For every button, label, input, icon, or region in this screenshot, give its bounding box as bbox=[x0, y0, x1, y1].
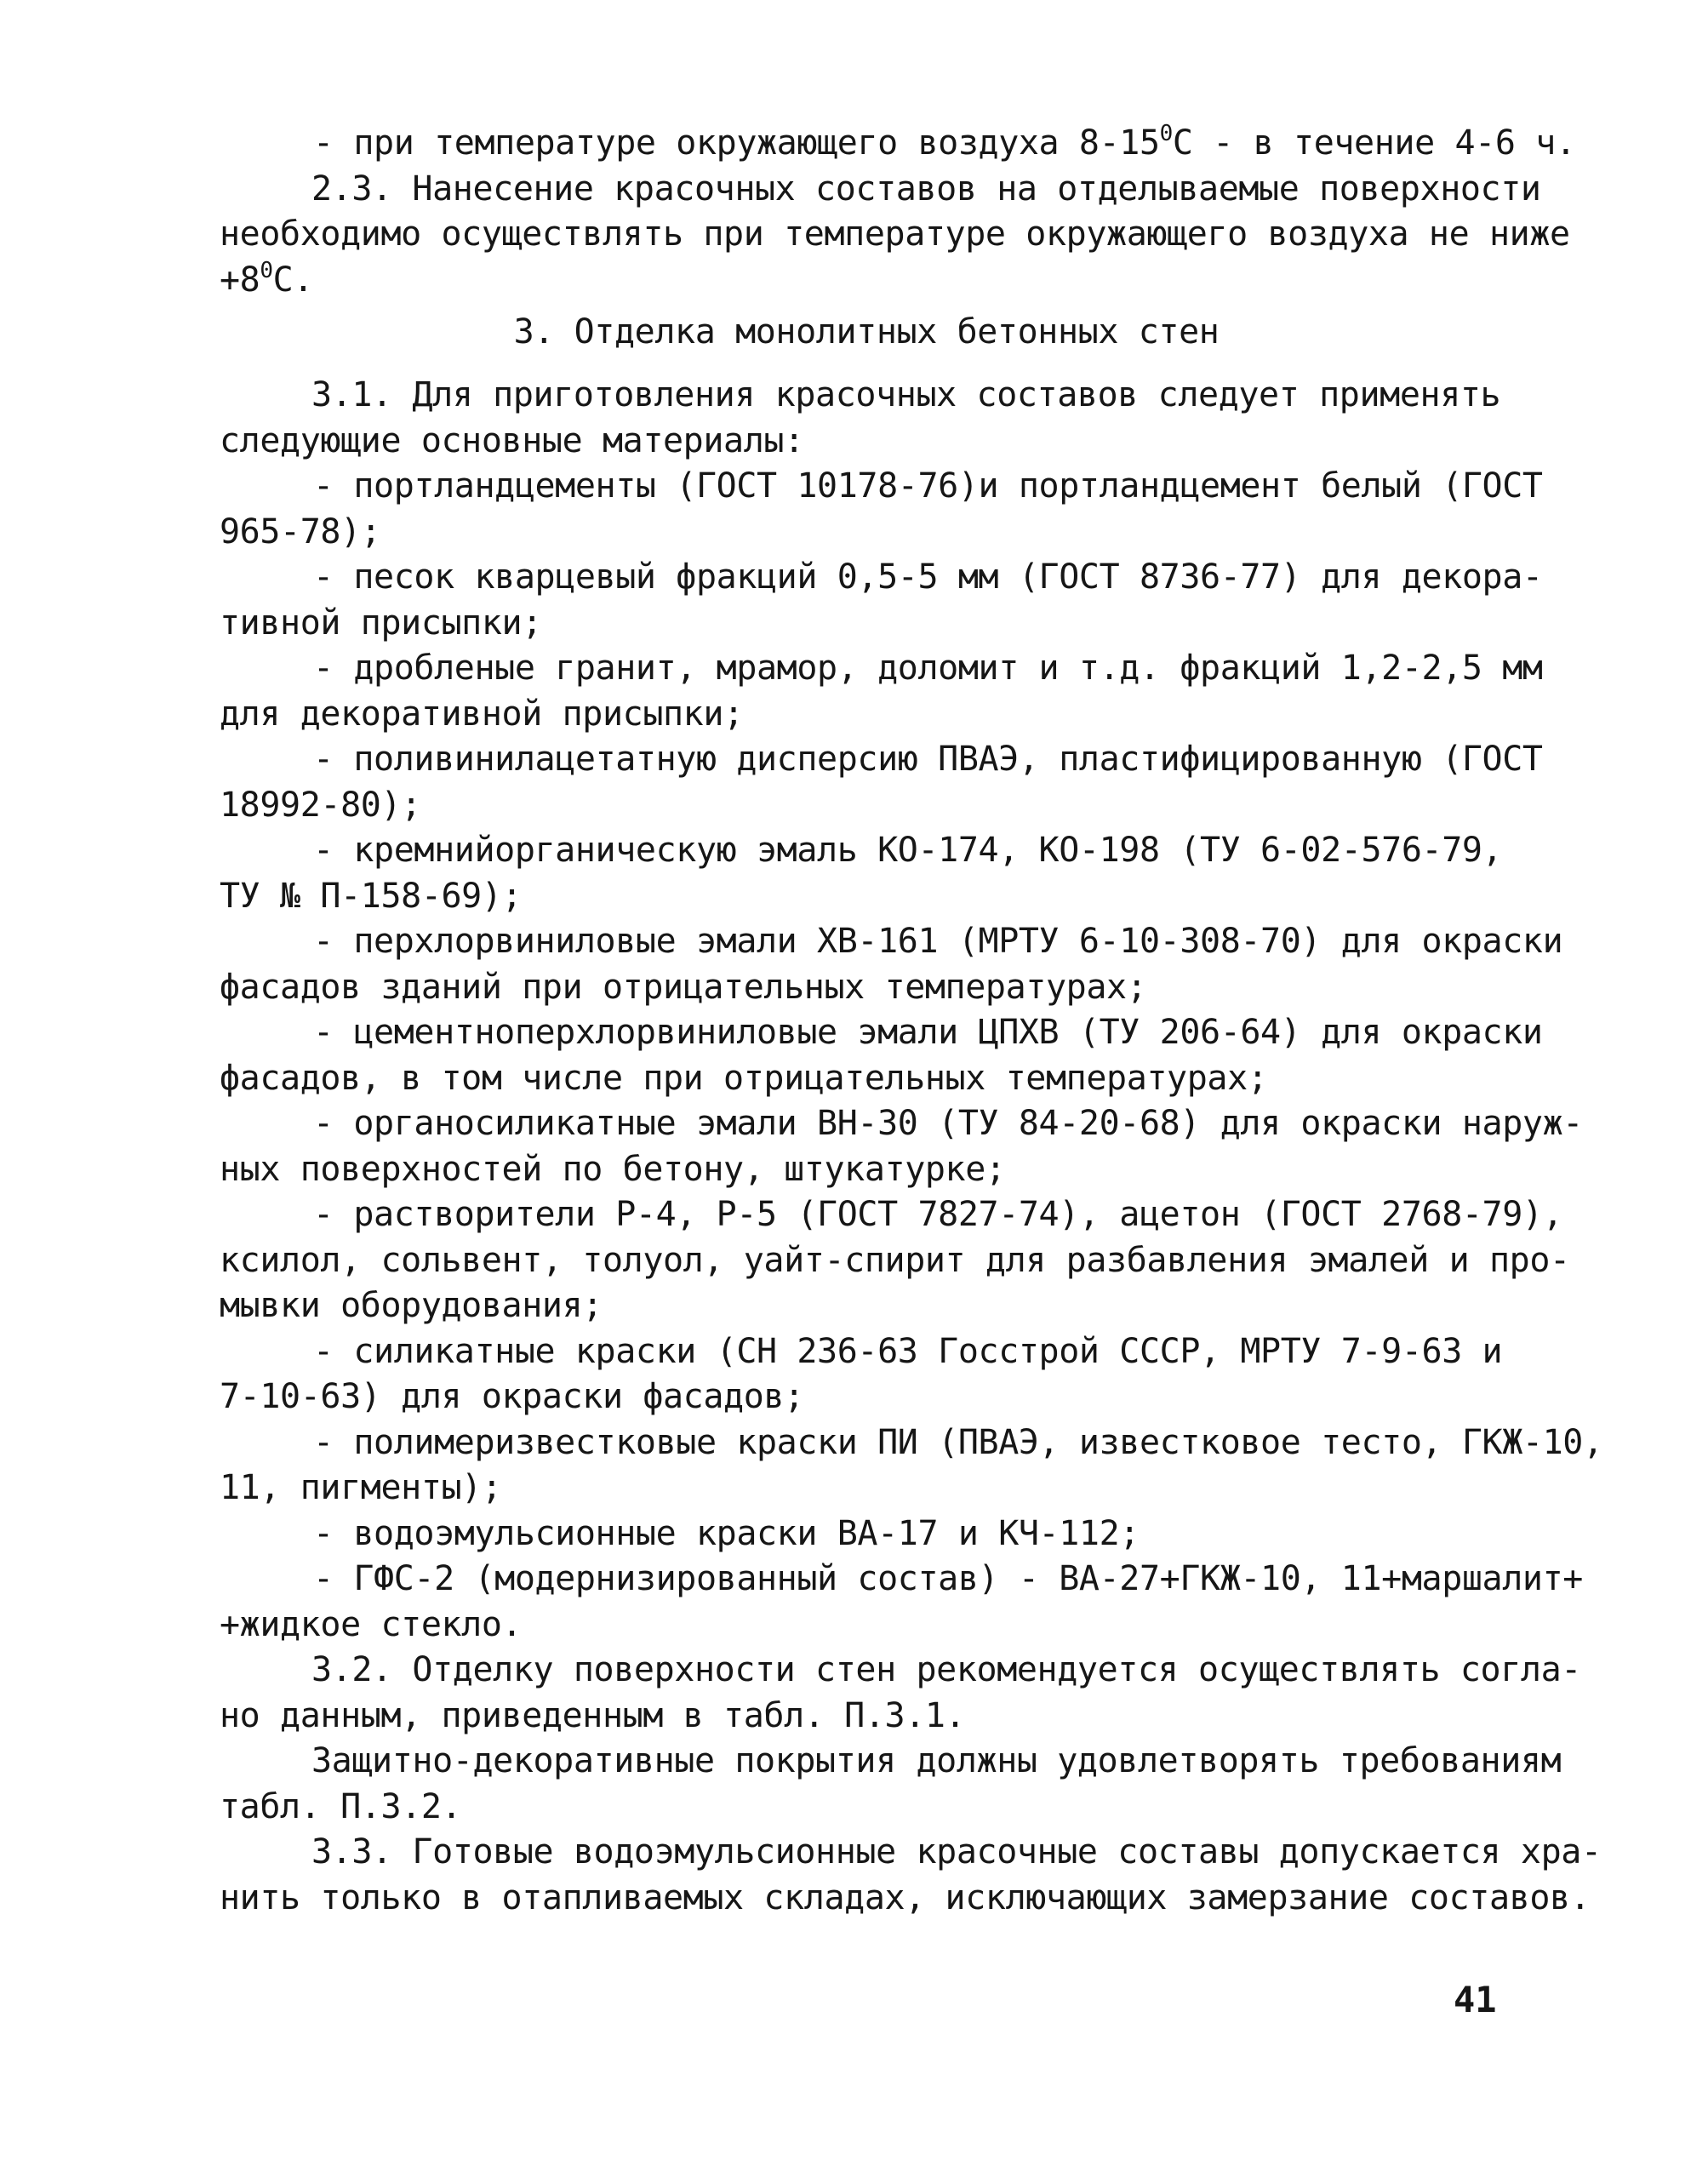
superscript: 0 bbox=[1159, 121, 1173, 146]
page-number: 41 bbox=[1454, 1979, 1497, 2020]
list-item: - дробленые гранит, мрамор, доломит и т.д. фракций 1,2-2,5 мм bbox=[313, 649, 1543, 688]
list-item-cont: ТУ № П-158-69); bbox=[220, 876, 523, 916]
list-item-cont: тивной присыпки; bbox=[220, 603, 542, 643]
text-line bbox=[220, 258, 1513, 304]
list-item: - полимеризвестковые краски ПИ (ПВАЭ, известковое тесто, ГКЖ-10, bbox=[313, 1422, 1603, 1462]
heading-wrap bbox=[220, 303, 1513, 363]
text-line: Защитно-декоративные покрытия должны удовлетворять требованиям bbox=[311, 1741, 1562, 1780]
text-line: 3.1. Для приготовления красочных составов следует применять bbox=[311, 375, 1501, 414]
list-item-cont: 18992-80); bbox=[220, 785, 421, 825]
list-item: - цементноперхлорвиниловые эмали ЦПХВ (ТУ 206-64) для окраски bbox=[313, 1013, 1543, 1052]
list-item-cont: фасадов зданий при отрицательных температурах; bbox=[220, 967, 1147, 1007]
list-item: - перхлорвиниловые эмали ХВ-161 (МРТУ 6-10-308-70) для окраски bbox=[313, 922, 1563, 961]
list-item: - портландцементы (ГОСТ 10178-76)и портландцемент белый (ГОСТ bbox=[313, 466, 1543, 506]
list-item-cont: ксилол, сольвент, толуол, уайт-спирит для разбавления эмалей и про- bbox=[220, 1240, 1570, 1280]
text-line: 3.2. Отделку поверхности стен рекомендуется осуществлять согла- bbox=[311, 1650, 1581, 1689]
list-item-cont: 7-10-63) для окраски фасадов; bbox=[220, 1377, 804, 1416]
text-line: 2.3. Нанесение красочных составов на отделываемые поверхности bbox=[311, 169, 1541, 209]
text-fragment: +8 bbox=[220, 260, 260, 300]
text-line: но данным, приведенным в табл. П.3.1. bbox=[220, 1695, 966, 1735]
text-fragment: С - в течение 4-6 ч. bbox=[1172, 123, 1576, 163]
list-item: - силикатные краски (СН 236-63 Госстрой СССР, МРТУ 7-9-63 и bbox=[313, 1331, 1503, 1371]
list-item: - песок кварцевый фракций 0,5-5 мм (ГОСТ 8736-77) для декора- bbox=[313, 557, 1543, 597]
text-line: табл. П.3.2. bbox=[220, 1786, 462, 1826]
list-item-cont: ных поверхностей по бетону, штукатурке; bbox=[220, 1149, 1006, 1189]
list-item: - органосиликатные эмали ВН-30 (ТУ 84-20-68) для окраски наруж- bbox=[313, 1104, 1583, 1143]
text-fragment: - при температуре окружающего воздуха 8-15 bbox=[313, 123, 1160, 163]
text-line: следующие основные материалы: bbox=[220, 420, 804, 460]
list-item: - растворители Р-4, Р-5 (ГОСТ 7827-74), ацетон (ГОСТ 2768-79), bbox=[313, 1195, 1563, 1234]
list-item: - кремнийорганическую эмаль КО-174, КО-198 (ТУ 6-02-576-79, bbox=[313, 831, 1503, 870]
list-item-cont: мывки оборудования; bbox=[220, 1286, 603, 1325]
list-item-cont: +жидкое стекло. bbox=[220, 1604, 523, 1644]
list-item: - ГФС-2 (модернизированный состав) - ВА-27+ГКЖ-10, 11+маршалит+ bbox=[313, 1559, 1583, 1598]
text-line: 3.3. Готовые водоэмульсионные красочные составы допускается хра- bbox=[311, 1832, 1602, 1871]
text-fragment: С. bbox=[272, 260, 314, 300]
list-item-cont: 11, пигменты); bbox=[220, 1468, 502, 1507]
list-item: - поливинилацетатную дисперсию ПВАЭ, пластифицированную (ГОСТ bbox=[313, 740, 1543, 779]
list-item-cont: 965-78); bbox=[220, 511, 381, 551]
list-item: - водоэмульсионные краски ВА-17 и КЧ-112; bbox=[313, 1513, 1140, 1553]
list-item-cont: фасадов, в том числе при отрицательных температурах; bbox=[220, 1058, 1268, 1098]
text-line bbox=[220, 121, 1576, 167]
list-item-cont: для декоративной присыпки; bbox=[220, 694, 744, 734]
text-line: необходимо осуществлять при температуре окружающего воздуха не ниже bbox=[220, 214, 1570, 254]
superscript: 0 bbox=[260, 257, 273, 283]
body-text bbox=[220, 121, 1603, 1921]
text-line: нить только в отапливаемых складах, исключающих замерзание составов. bbox=[220, 1877, 1591, 1917]
section-heading: 3. Отделка монолитных бетонных стен bbox=[513, 312, 1220, 351]
